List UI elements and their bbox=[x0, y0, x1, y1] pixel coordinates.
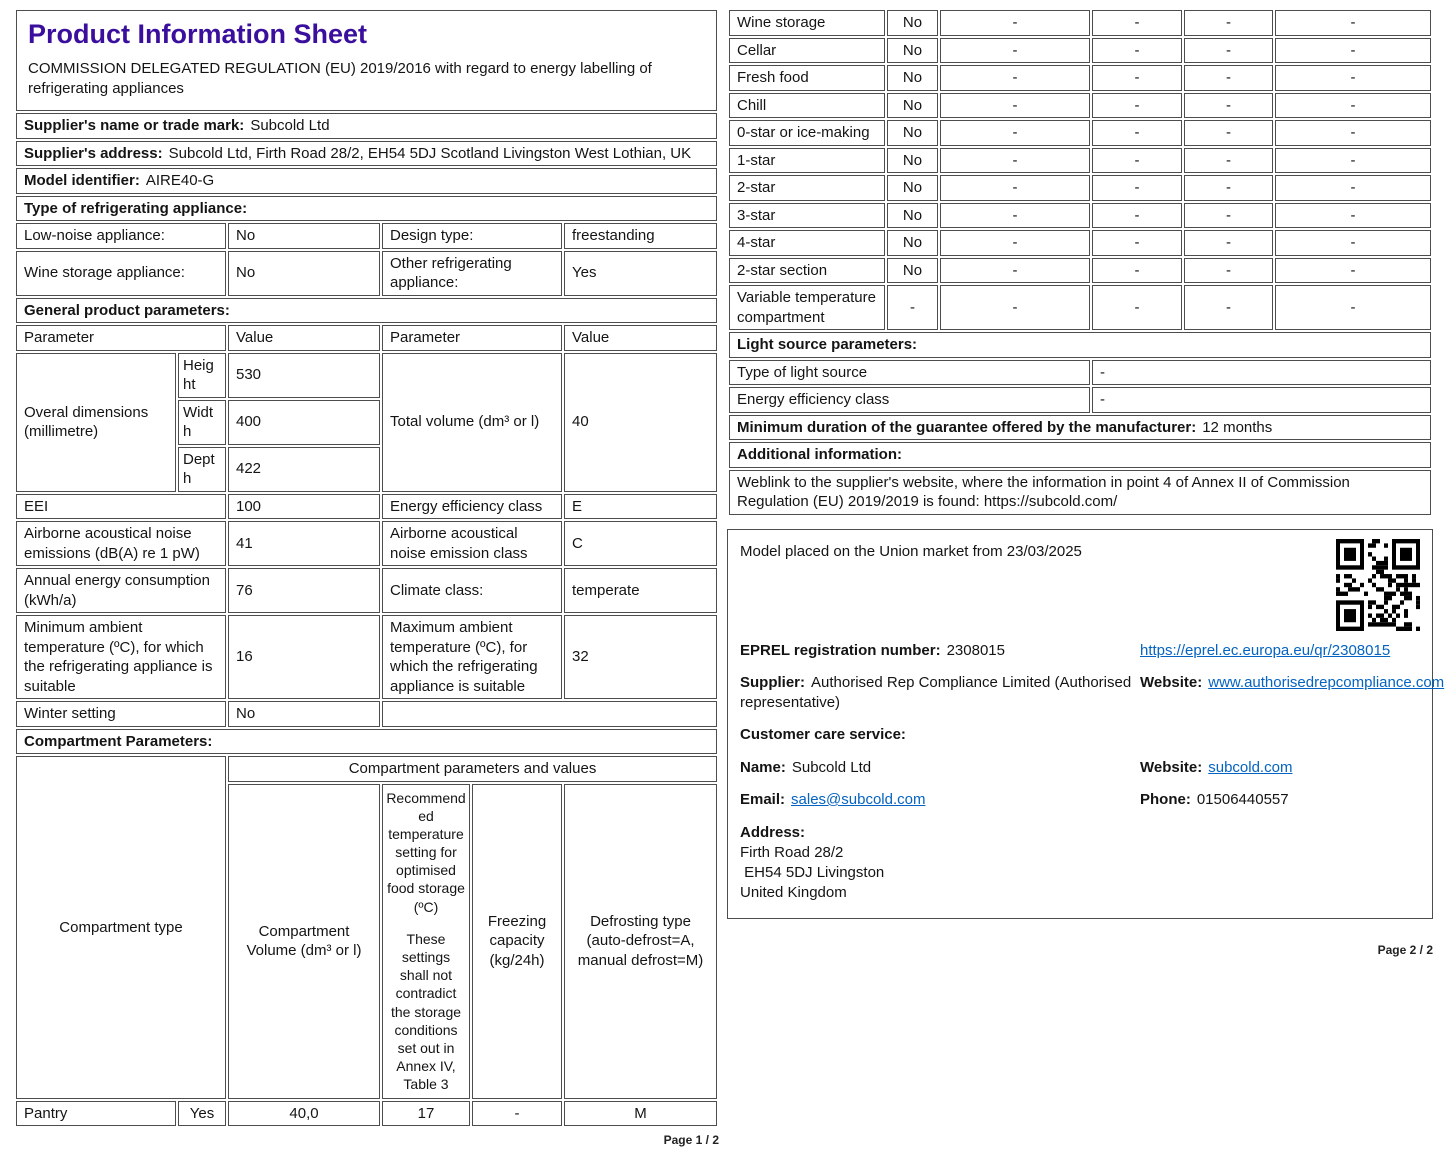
light-class-value: - bbox=[1092, 387, 1431, 413]
compartment-row bbox=[729, 230, 1431, 256]
noise-value: 41 bbox=[228, 521, 380, 566]
min-ambient-value: 16 bbox=[228, 615, 380, 699]
supplier-website-link[interactable]: www.authorisedrepcompliance.com bbox=[1208, 674, 1445, 691]
compartment-row-present: No bbox=[887, 230, 938, 256]
winter-setting-value: No bbox=[228, 701, 380, 727]
compartment-row-defrost: - bbox=[1275, 258, 1431, 284]
page-1 bbox=[14, 8, 719, 1149]
compartment-row-temp: - bbox=[1092, 120, 1182, 146]
care-email bbox=[740, 790, 1132, 810]
height-value: 530 bbox=[228, 353, 380, 398]
compartment-row-freezing: - bbox=[1184, 148, 1273, 174]
compartment-row-label: Fresh food bbox=[729, 65, 885, 91]
compartment-row-defrost: - bbox=[1275, 93, 1431, 119]
design-type-label: Design type: bbox=[382, 223, 562, 249]
compartment-row-volume: - bbox=[940, 120, 1090, 146]
care-website-link[interactable]: subcold.com bbox=[1208, 758, 1293, 776]
light-type-row bbox=[729, 360, 1431, 386]
total-volume-label: Total volume (dm³ or l) bbox=[382, 353, 562, 492]
value-col-header: Value bbox=[228, 325, 380, 351]
eei-row bbox=[16, 494, 717, 520]
eprel-label: EPREL registration number: bbox=[740, 641, 941, 659]
pantry-label: Pantry bbox=[16, 1101, 176, 1127]
care-website-label: Website: bbox=[1140, 758, 1203, 776]
compartment-row-present: No bbox=[887, 93, 938, 119]
supplier-website-cell bbox=[1140, 673, 1445, 693]
guarantee-label: Minimum duration of the guarantee offered by the manufacturer: bbox=[737, 418, 1197, 436]
compartment-row-temp: - bbox=[1092, 65, 1182, 91]
model-identifier-label: Model identifier: bbox=[24, 172, 140, 190]
compartment-row-present: No bbox=[887, 120, 938, 146]
compartment-row-volume: - bbox=[940, 203, 1090, 229]
address-line-3: United Kingdom bbox=[740, 884, 847, 902]
climate-class-value: temperate bbox=[564, 568, 717, 613]
address-line-2: EH54 5DJ Livingston bbox=[740, 864, 885, 881]
compartment-row bbox=[729, 120, 1431, 146]
type-section-heading: Type of refrigerating appliance: bbox=[16, 196, 717, 222]
compartment-row-temp: - bbox=[1092, 230, 1182, 256]
supplier-name-value: Subcold Ltd bbox=[250, 117, 330, 135]
pantry-temp: 17 bbox=[382, 1101, 470, 1127]
light-type-value: - bbox=[1092, 360, 1431, 386]
model-identifier-row bbox=[16, 168, 717, 194]
depth-value: 422 bbox=[228, 447, 380, 492]
light-class-row bbox=[729, 387, 1431, 413]
light-class-label: Energy efficiency class bbox=[729, 387, 1090, 413]
eprel-link-cell bbox=[1140, 641, 1420, 661]
care-name-value: Subcold Ltd bbox=[791, 758, 872, 776]
care-phone-label: Phone: bbox=[1140, 791, 1191, 808]
compartment-row-volume: - bbox=[940, 65, 1090, 91]
compartment-row bbox=[729, 10, 1431, 36]
annual-energy-value: 76 bbox=[228, 568, 380, 613]
winter-setting-label: Winter setting bbox=[16, 701, 226, 727]
compartment-volume-col-header: Compartment Volume (dm³ or l) bbox=[228, 784, 380, 1099]
noise-label: Airborne acoustical noise emissions (dB(A) re 1 pW) bbox=[16, 521, 226, 566]
compartment-row-present: No bbox=[887, 258, 938, 284]
compartment-row-present: - bbox=[887, 285, 938, 330]
pantry-volume: 40,0 bbox=[228, 1101, 380, 1127]
general-section-heading: General product parameters: bbox=[16, 298, 717, 324]
pantry-defrost: M bbox=[564, 1101, 717, 1127]
model-identifier-value: AIRE40-G bbox=[145, 172, 215, 190]
compartment-row-label: 1-star bbox=[729, 148, 885, 174]
weblink-row bbox=[729, 470, 1431, 515]
energy-class-value: E bbox=[564, 494, 717, 520]
supplier-name-row bbox=[16, 113, 717, 139]
climate-class-label: Climate class: bbox=[382, 568, 562, 613]
qr-code-icon bbox=[1336, 539, 1420, 631]
compartment-row-temp: - bbox=[1092, 285, 1182, 330]
eprel-number: 2308015 bbox=[946, 641, 1005, 659]
winter-setting-row bbox=[16, 701, 717, 727]
care-email-link[interactable]: sales@subcold.com bbox=[791, 791, 926, 808]
parameter-col-header: Parameter bbox=[16, 325, 226, 351]
compartment-row bbox=[729, 258, 1431, 284]
compartment-row-present: No bbox=[887, 203, 938, 229]
pantry-present: Yes bbox=[178, 1101, 226, 1127]
pantry-row bbox=[16, 1101, 717, 1127]
care-address bbox=[740, 823, 1132, 904]
compartment-row-temp: - bbox=[1092, 203, 1182, 229]
supplier-website-label: Website: bbox=[1140, 674, 1203, 691]
light-type-label: Type of light source bbox=[729, 360, 1090, 386]
min-ambient-label: Minimum ambient temperature (ºC), for which the refrigerating appliance is suitable bbox=[16, 615, 226, 699]
eprel-registration bbox=[740, 641, 1132, 661]
noise-row bbox=[16, 521, 717, 566]
page-number-1: Page 1 / 2 bbox=[663, 1133, 719, 1148]
value-col-header: Value bbox=[564, 325, 717, 351]
header-cell bbox=[16, 10, 717, 111]
width-value: 400 bbox=[228, 400, 380, 445]
address-label: Address: bbox=[740, 823, 806, 841]
compartment-row-temp: - bbox=[1092, 148, 1182, 174]
compartment-row bbox=[729, 65, 1431, 91]
compartment-group-header: Compartment parameters and values bbox=[228, 756, 717, 782]
supplier-address-row bbox=[16, 141, 717, 167]
compartment-row bbox=[729, 175, 1431, 201]
other-appliance-value: Yes bbox=[564, 251, 717, 296]
wine-storage-appliance-value: No bbox=[228, 251, 380, 296]
other-appliance-label: Other refrigerating appliance: bbox=[382, 251, 562, 296]
page-title: Product Information Sheet bbox=[28, 19, 368, 49]
dimensions-row-height bbox=[16, 353, 717, 398]
compartment-row-present: No bbox=[887, 148, 938, 174]
compartment-row-defrost: - bbox=[1275, 65, 1431, 91]
compartment-row-freezing: - bbox=[1184, 258, 1273, 284]
compartment-row-volume: - bbox=[940, 230, 1090, 256]
low-noise-row bbox=[16, 223, 717, 249]
regulation-subtitle: COMMISSION DELEGATED REGULATION (EU) 2019/2016 with regard to energy labelling of refrigerating appliances bbox=[28, 60, 652, 97]
max-ambient-label: Maximum ambient temperature (ºC), for which the refrigerating appliance is suitable bbox=[382, 615, 562, 699]
empty-cell bbox=[382, 701, 717, 727]
low-noise-value: No bbox=[228, 223, 380, 249]
compartment-row-temp: - bbox=[1092, 175, 1182, 201]
energy-class-label: Energy efficiency class bbox=[382, 494, 562, 520]
compartment-row bbox=[729, 148, 1431, 174]
compartment-row bbox=[729, 285, 1431, 330]
dimensions-label: Overal dimensions (millimetre) bbox=[16, 353, 176, 492]
height-label: Height bbox=[178, 353, 226, 398]
compartment-row-present: No bbox=[887, 175, 938, 201]
compartment-row-defrost: - bbox=[1275, 38, 1431, 64]
depth-label: Depth bbox=[178, 447, 226, 492]
compartment-row-present: No bbox=[887, 10, 938, 36]
defrosting-type-col-header: Defrosting type (auto-defrost=A, manual defrost=M) bbox=[564, 784, 717, 1099]
compartment-row-label: 2-star section bbox=[729, 258, 885, 284]
noise-class-value: C bbox=[564, 521, 717, 566]
compartment-row-defrost: - bbox=[1275, 10, 1431, 36]
wine-storage-appliance-label: Wine storage appliance: bbox=[16, 251, 226, 296]
compartment-row-volume: - bbox=[940, 148, 1090, 174]
compartment-row bbox=[729, 93, 1431, 119]
registration-grid bbox=[740, 641, 1445, 904]
compartment-row-freezing: - bbox=[1184, 65, 1273, 91]
compartment-row-label: 2-star bbox=[729, 175, 885, 201]
care-phone-value: 01506440557 bbox=[1196, 791, 1289, 808]
compartment-row-label: Cellar bbox=[729, 38, 885, 64]
market-info-box bbox=[727, 529, 1445, 919]
compartment-row bbox=[729, 203, 1431, 229]
noise-class-label: Airborne acoustical noise emission class bbox=[382, 521, 562, 566]
design-type-value: freestanding bbox=[564, 223, 717, 249]
compartment-row bbox=[729, 38, 1431, 64]
light-source-section-heading: Light source parameters: bbox=[729, 332, 1431, 358]
care-name bbox=[740, 758, 1132, 778]
supplier-info bbox=[740, 673, 1132, 712]
ambient-temp-row bbox=[16, 615, 717, 699]
compartment-row-freezing: - bbox=[1184, 203, 1273, 229]
customer-care-heading: Customer care service: bbox=[740, 726, 906, 743]
parameter-header-row bbox=[16, 325, 717, 351]
compartment-group-header-row bbox=[16, 756, 717, 782]
parameter-col-header: Parameter bbox=[382, 325, 562, 351]
eei-value: 100 bbox=[228, 494, 380, 520]
compartment-row-temp: - bbox=[1092, 10, 1182, 36]
compartment-row-volume: - bbox=[940, 258, 1090, 284]
compartment-row-freezing: - bbox=[1184, 175, 1273, 201]
compartment-row-label: Chill bbox=[729, 93, 885, 119]
supplier-address-label: Supplier's address: bbox=[24, 144, 163, 162]
compartment-row-defrost: - bbox=[1275, 175, 1431, 201]
compartment-row-defrost: - bbox=[1275, 148, 1431, 174]
width-label: Width bbox=[178, 400, 226, 445]
compartment-row-temp: - bbox=[1092, 38, 1182, 64]
recommended-temp-col-header bbox=[382, 784, 470, 1099]
wine-storage-appliance-row bbox=[16, 251, 717, 296]
annual-energy-row bbox=[16, 568, 717, 613]
additional-info-heading: Additional information: bbox=[729, 442, 1431, 468]
compartment-row-volume: - bbox=[940, 38, 1090, 64]
compartment-type-col-header: Compartment type bbox=[16, 756, 226, 1099]
care-name-label: Name: bbox=[740, 758, 786, 776]
pantry-freezing: - bbox=[472, 1101, 562, 1127]
compartment-row-label: Variable temperature compartment bbox=[729, 285, 885, 330]
supplier-address-value: Subcold Ltd, Firth Road 28/2, EH54 5DJ Scotland Livingston West Lothian, UK bbox=[168, 144, 692, 162]
compartment-continued-table bbox=[727, 8, 1433, 517]
recommended-temp-note: These settings shall not contradict the storage conditions set out in Annex IV, Table 3 bbox=[390, 930, 462, 1093]
compartment-row-volume: - bbox=[940, 175, 1090, 201]
supplier-label: Supplier: bbox=[740, 674, 806, 691]
compartment-row-label: 3-star bbox=[729, 203, 885, 229]
freezing-capacity-col-header: Freezing capacity (kg/24h) bbox=[472, 784, 562, 1099]
guarantee-row bbox=[729, 415, 1431, 441]
product-info-table bbox=[14, 8, 719, 1128]
recommended-temp-text: Recommended temperature setting for optimised food storage (ºC) bbox=[386, 789, 466, 915]
compartment-row-label: 4-star bbox=[729, 230, 885, 256]
supplier-value: Authorised Rep Compliance Limited (Authorised representative) bbox=[740, 674, 1132, 711]
weblink-label: Weblink to the supplier's website, where the information in point 4 of Annex II of Commission Regulation (EU) 2019/2019 is found: bbox=[737, 473, 1350, 510]
page-2 bbox=[727, 8, 1445, 959]
compartment-row-present: No bbox=[887, 38, 938, 64]
compartment-row-freezing: - bbox=[1184, 93, 1273, 119]
market-row bbox=[740, 539, 1420, 641]
compartment-row-freezing: - bbox=[1184, 10, 1273, 36]
eprel-link[interactable]: https://eprel.ec.europa.eu/qr/2308015 bbox=[1140, 641, 1391, 659]
annual-energy-label: Annual energy consumption (kWh/a) bbox=[16, 568, 226, 613]
page-number-2: Page 2 / 2 bbox=[1377, 943, 1433, 958]
market-date-text: Model placed on the Union market from 23/03/2025 bbox=[740, 542, 1082, 560]
compartment-row-label: 0-star or ice-making bbox=[729, 120, 885, 146]
compartment-row-freezing: - bbox=[1184, 230, 1273, 256]
compartment-row-defrost: - bbox=[1275, 230, 1431, 256]
total-volume-value: 40 bbox=[564, 353, 717, 492]
care-phone-cell bbox=[1140, 790, 1420, 810]
compartment-rows bbox=[729, 10, 1431, 330]
max-ambient-value: 32 bbox=[564, 615, 717, 699]
low-noise-label: Low-noise appliance: bbox=[16, 223, 226, 249]
compartment-row-temp: - bbox=[1092, 258, 1182, 284]
compartment-row-volume: - bbox=[940, 93, 1090, 119]
address-line-1: Firth Road 28/2 bbox=[740, 843, 844, 861]
compartment-row-temp: - bbox=[1092, 93, 1182, 119]
compartment-row-present: No bbox=[887, 65, 938, 91]
supplier-name-label: Supplier's name or trade mark: bbox=[24, 117, 245, 135]
compartment-row-freezing: - bbox=[1184, 285, 1273, 330]
eei-label: EEI bbox=[16, 494, 226, 520]
compartment-row-freezing: - bbox=[1184, 38, 1273, 64]
compartment-row-defrost: - bbox=[1275, 285, 1431, 330]
compartment-row-volume: - bbox=[940, 285, 1090, 330]
compartment-row-defrost: - bbox=[1275, 120, 1431, 146]
compartment-row-volume: - bbox=[940, 10, 1090, 36]
care-website-cell bbox=[1140, 758, 1420, 778]
compartment-row-label: Wine storage bbox=[729, 10, 885, 36]
care-email-label: Email: bbox=[740, 791, 786, 808]
compartment-row-freezing: - bbox=[1184, 120, 1273, 146]
guarantee-value: 12 months bbox=[1202, 418, 1273, 436]
compartment-row-defrost: - bbox=[1275, 203, 1431, 229]
weblink-value: https://subcold.com/ bbox=[983, 493, 1118, 510]
compartment-section-heading: Compartment Parameters: bbox=[16, 729, 717, 755]
